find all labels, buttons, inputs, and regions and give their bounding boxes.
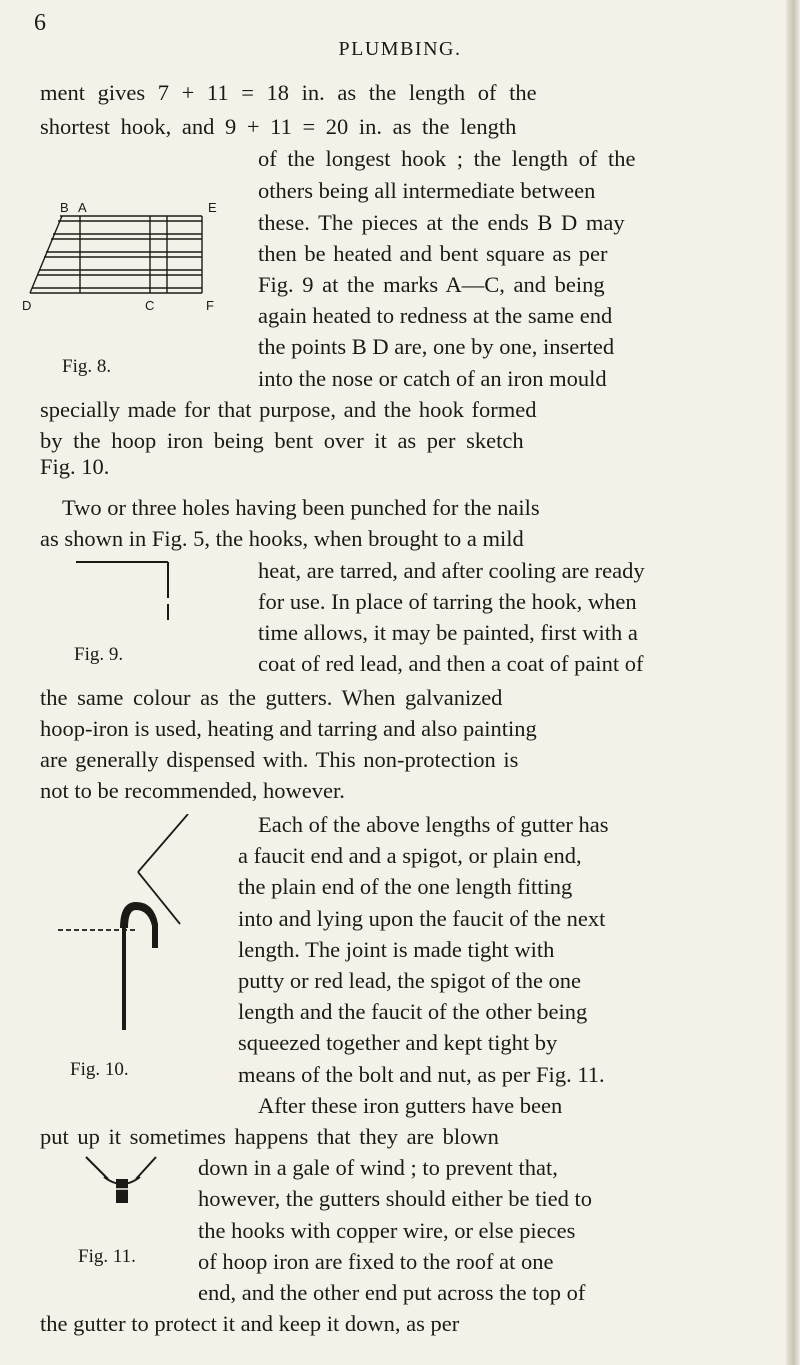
text-line: however, the gutters should either be tied to: [198, 1186, 592, 1212]
text-line: end, and the other end put across the top of: [198, 1280, 586, 1305]
figure-9-caption: Fig. 9.: [74, 644, 124, 665]
running-head: PLUMBING.: [338, 38, 462, 60]
text-line: the same colour as the gutters. When galvanized: [40, 684, 503, 710]
text-line: these. The pieces at the ends B D may: [258, 209, 625, 235]
text-line: the points B D are, one by one, inserted: [258, 334, 615, 360]
page-edge-shadow: [786, 0, 800, 1365]
text-line: putty or red lead, the spigot of the one: [238, 968, 582, 993]
fig8-mark-b: B: [60, 200, 69, 215]
text-line: shortest hook, and 9 + 11 = 20 in. as the length: [40, 113, 517, 139]
text-line: means of the bolt and nut, as per Fig. 11.: [238, 1061, 605, 1087]
text-line: Two or three holes having been punched for the nails: [62, 495, 540, 521]
figure-9-illustration: [70, 558, 190, 638]
text-line: the plain end of the one length fitting: [238, 874, 573, 900]
text-line: are generally dispensed with. This non-protection is: [40, 747, 519, 773]
text-line: a faucit end and a spigot, or plain end,: [238, 843, 582, 869]
text-line: by the hoop iron being bent over it as per sketch: [40, 428, 524, 453]
text-line: of the longest hook ; the length of the: [258, 146, 636, 171]
text-line: into the nose or catch of an iron mould: [258, 365, 607, 391]
text-line: the gutter to protect it and keep it down, as per: [40, 1311, 460, 1337]
text-line: put up it sometimes happens that they are blown: [40, 1124, 499, 1149]
text-line: After these iron gutters have been: [258, 1092, 563, 1118]
fig8-mark-f: F: [206, 298, 214, 313]
text-line: the hooks with copper wire, or else pieces: [198, 1217, 576, 1243]
figure-11-illustration: [82, 1155, 162, 1207]
text-line: time allows, it may be painted, first with a: [258, 620, 638, 645]
text-line: of hoop iron are fixed to the roof at one: [198, 1248, 554, 1274]
text-line: Each of the above lengths of gutter has: [258, 812, 609, 837]
text-line: squeezed together and kept tight by: [238, 1030, 558, 1056]
text-line: length and the faucit of the other being: [238, 999, 588, 1025]
figure-10-caption: Fig. 10.: [70, 1059, 129, 1081]
text-line: not to be recommended, however.: [40, 778, 345, 804]
page-number: 6: [34, 10, 46, 36]
figure-8-caption: Fig. 8.: [62, 356, 112, 377]
fig8-mark-d: D: [22, 298, 32, 313]
text-line: again heated to redness at the same end: [258, 303, 613, 329]
text-line: into and lying upon the faucit of the next: [238, 905, 606, 931]
text-line: ment gives 7 + 11 = 18 in. as the length of the: [40, 80, 537, 105]
figure-11-caption: Fig. 11.: [78, 1246, 136, 1268]
text-line: coat of red lead, and then a coat of paint of: [258, 651, 644, 677]
text-line: length. The joint is made tight with: [238, 936, 555, 962]
text-line: down in a gale of wind ; to prevent that,: [198, 1155, 558, 1181]
text-line: specially made for that purpose, and the hook formed: [40, 396, 537, 422]
text-line: for use. In place of tarring the hook, when: [258, 588, 637, 614]
text-line: hoop-iron is used, heating and tarring and also painting: [40, 716, 537, 741]
text-line: Fig. 9 at the marks A—C, and being: [258, 272, 605, 297]
text-line: Fig. 10.: [40, 454, 110, 480]
text-line: then be heated and bent square as per: [258, 240, 608, 266]
fig8-mark-a: A: [78, 200, 87, 215]
text-line: heat, are tarred, and after cooling are ready: [258, 557, 645, 583]
text-line: others being all intermediate between: [258, 178, 596, 204]
text-line: as shown in Fig. 5, the hooks, when brought to a mild: [40, 526, 524, 552]
fig8-mark-e: E: [208, 200, 217, 215]
fig8-mark-c: C: [145, 298, 155, 313]
figure-8-illustration: [20, 190, 230, 320]
